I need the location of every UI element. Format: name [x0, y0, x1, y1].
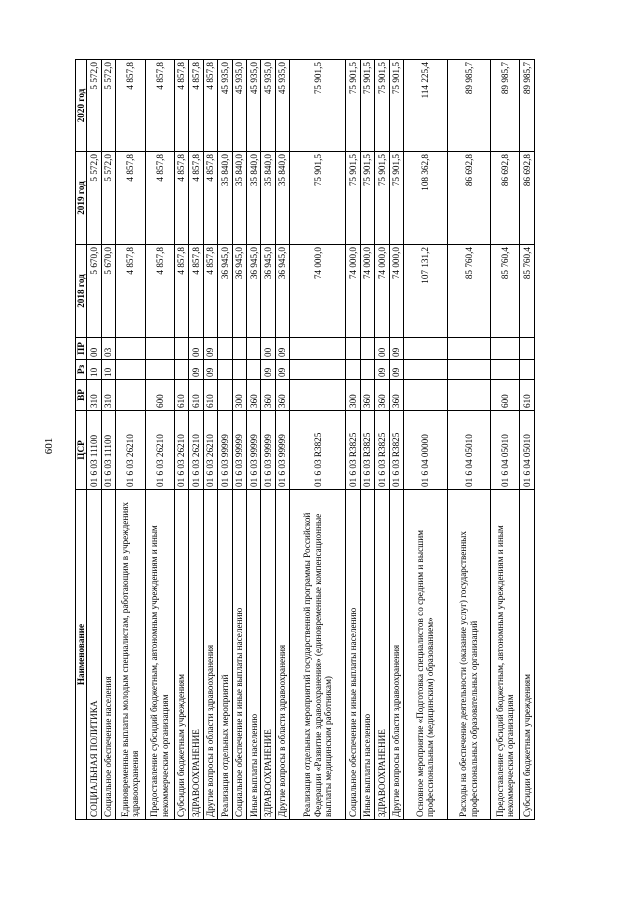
budget-table — [75, 59, 535, 820]
csr-cell: 01 6 03 26210 — [145, 411, 174, 490]
vr-cell: 310 — [101, 380, 115, 411]
csr-cell: 01 6 04 00000 — [404, 411, 447, 490]
vr-cell — [290, 380, 346, 411]
table-row — [174, 60, 188, 820]
csr-cell: 01 6 03 99999 — [261, 411, 275, 490]
rz-cell — [520, 360, 535, 380]
header-2018: 2018 год — [76, 245, 87, 338]
value-2019-cell: 5 572,0 — [101, 152, 115, 245]
vr-cell: 610 — [189, 380, 203, 411]
vr-cell — [218, 380, 232, 411]
rz-cell — [290, 360, 346, 380]
value-2019-cell: 75 901,5 — [346, 152, 360, 245]
name-cell: ЗДРАВООХРАНЕНИЕ — [261, 490, 275, 820]
table-row — [261, 60, 275, 820]
csr-cell: 01 6 03 R3825 — [389, 411, 403, 490]
value-2019-cell: 75 901,5 — [290, 152, 346, 245]
name-cell: Социальное обеспечение и иные выплаты населению — [232, 490, 246, 820]
table-row — [218, 60, 232, 820]
rz-cell — [404, 360, 447, 380]
header-vr: ВР — [76, 380, 87, 411]
rz-cell — [346, 360, 360, 380]
value-2020-cell: 4 857,8 — [145, 60, 174, 152]
value-2020-cell: 5 572,0 — [87, 60, 101, 152]
value-2019-cell: 4 857,8 — [145, 152, 174, 245]
vr-cell: 360 — [275, 380, 289, 411]
table-row — [389, 60, 403, 820]
value-2019-cell: 86 692,8 — [520, 152, 535, 245]
table-row — [203, 60, 217, 820]
value-2019-cell: 75 901,5 — [389, 152, 403, 245]
pr-cell: 00 — [375, 338, 389, 360]
header-rz: Рз — [76, 360, 87, 380]
value-2018-cell: 36 945,0 — [247, 245, 261, 338]
vr-cell — [447, 380, 490, 411]
value-2018-cell: 85 760,4 — [520, 245, 535, 338]
rz-cell: 09 — [261, 360, 275, 380]
value-2019-cell: 86 692,8 — [447, 152, 490, 245]
value-2019-cell: 35 840,0 — [275, 152, 289, 245]
csr-cell: 01 6 03 11100 — [101, 411, 115, 490]
value-2020-cell: 45 935,0 — [247, 60, 261, 152]
value-2020-cell: 45 935,0 — [261, 60, 275, 152]
csr-cell: 01 6 03 99999 — [247, 411, 261, 490]
csr-cell: 01 6 03 26210 — [203, 411, 217, 490]
pr-cell: 09 — [203, 338, 217, 360]
value-2019-cell: 35 840,0 — [261, 152, 275, 245]
value-2018-cell: 4 857,8 — [189, 245, 203, 338]
vr-cell: 600 — [145, 380, 174, 411]
pr-cell: 03 — [101, 338, 115, 360]
value-2019-cell: 35 840,0 — [247, 152, 261, 245]
pr-cell — [218, 338, 232, 360]
value-2018-cell: 85 760,4 — [491, 245, 520, 338]
name-cell: Иные выплаты населению — [247, 490, 261, 820]
rz-cell — [145, 360, 174, 380]
table-row — [404, 60, 447, 820]
pr-cell: 00 — [189, 338, 203, 360]
rz-cell — [174, 360, 188, 380]
value-2018-cell: 36 945,0 — [261, 245, 275, 338]
header-pr: ПР — [76, 338, 87, 360]
value-2018-cell: 5 670,0 — [101, 245, 115, 338]
value-2020-cell: 75 901,5 — [375, 60, 389, 152]
pr-cell — [232, 338, 246, 360]
pr-cell — [145, 338, 174, 360]
vr-cell — [404, 380, 447, 411]
rz-cell: 10 — [87, 360, 101, 380]
value-2020-cell: 114 225,4 — [404, 60, 447, 152]
table-row — [275, 60, 289, 820]
pr-cell: 00 — [261, 338, 275, 360]
value-2018-cell: 5 670,0 — [87, 245, 101, 338]
table-row — [232, 60, 246, 820]
name-cell: ЗДРАВООХРАНЕНИЕ — [189, 490, 203, 820]
pr-cell — [174, 338, 188, 360]
table-row — [290, 60, 346, 820]
value-2020-cell: 75 901,5 — [360, 60, 374, 152]
name-cell: Субсидии бюджетным учреждениям — [174, 490, 188, 820]
vr-cell: 610 — [520, 380, 535, 411]
budget-table-frame — [75, 60, 535, 820]
rz-cell — [116, 360, 145, 380]
vr-cell: 610 — [203, 380, 217, 411]
header-2019: 2019 год — [76, 152, 87, 245]
vr-cell: 360 — [360, 380, 374, 411]
csr-cell: 01 6 04 05010 — [520, 411, 535, 490]
rz-cell: 09 — [275, 360, 289, 380]
value-2018-cell: 4 857,8 — [145, 245, 174, 338]
name-cell: Расходы на обеспечение деятельности (оказание услуг) государственных профессиональных образовательных организаций — [447, 490, 490, 820]
vr-cell: 310 — [87, 380, 101, 411]
value-2020-cell: 4 857,8 — [116, 60, 145, 152]
csr-cell: 01 6 03 26210 — [174, 411, 188, 490]
rz-cell — [360, 360, 374, 380]
value-2018-cell: 36 945,0 — [275, 245, 289, 338]
name-cell: Другие вопросы в области здравоохранения — [275, 490, 289, 820]
value-2020-cell: 45 935,0 — [232, 60, 246, 152]
csr-cell: 01 6 03 R3825 — [290, 411, 346, 490]
vr-cell: 300 — [346, 380, 360, 411]
name-cell: Субсидии бюджетным учреждениям — [520, 490, 535, 820]
name-cell: Основное мероприятие «Подготовка специалистов со средним и высшим профессиональным (медицинским) образованием» — [404, 490, 447, 820]
value-2020-cell: 45 935,0 — [218, 60, 232, 152]
value-2019-cell: 86 692,8 — [491, 152, 520, 245]
rz-cell — [218, 360, 232, 380]
pr-cell — [346, 338, 360, 360]
name-cell: Иные выплаты населению — [360, 490, 374, 820]
value-2020-cell: 75 901,5 — [346, 60, 360, 152]
pr-cell: 00 — [87, 338, 101, 360]
value-2020-cell: 89 985,7 — [447, 60, 490, 152]
name-cell: ЗДРАВООХРАНЕНИЕ — [375, 490, 389, 820]
csr-cell: 01 6 03 99999 — [232, 411, 246, 490]
rz-cell: 09 — [375, 360, 389, 380]
table-row — [247, 60, 261, 820]
pr-cell — [491, 338, 520, 360]
value-2020-cell: 75 901,5 — [389, 60, 403, 152]
table-row — [360, 60, 374, 820]
pr-cell — [360, 338, 374, 360]
vr-cell: 360 — [375, 380, 389, 411]
name-cell: Предоставление субсидий бюджетным, автономным учреждениям и иным некоммерческим организациям — [491, 490, 520, 820]
csr-cell: 01 6 03 99999 — [218, 411, 232, 490]
table-row — [145, 60, 174, 820]
table-row — [447, 60, 490, 820]
vr-cell: 300 — [232, 380, 246, 411]
value-2018-cell: 74 000,0 — [346, 245, 360, 338]
table-row — [189, 60, 203, 820]
vr-cell — [116, 380, 145, 411]
name-cell: СОЦИАЛЬНАЯ ПОЛИТИКА — [87, 490, 101, 820]
name-cell: Другие вопросы в области здравоохранения — [389, 490, 403, 820]
value-2018-cell: 4 857,8 — [116, 245, 145, 338]
page-number: 601 — [43, 437, 55, 455]
value-2018-cell: 74 000,0 — [360, 245, 374, 338]
csr-cell: 01 6 04 05010 — [447, 411, 490, 490]
name-cell: Социальное обеспечение и иные выплаты населению — [346, 490, 360, 820]
name-cell: Реализация отдельных мероприятий государственной программы Российской Федерации «Развитие здравоохранения» (единовременные компенсационные выплаты медицинским работникам) — [290, 490, 346, 820]
pr-cell — [404, 338, 447, 360]
table-row — [520, 60, 535, 820]
pr-cell: 09 — [389, 338, 403, 360]
value-2018-cell: 107 131,2 — [404, 245, 447, 338]
csr-cell: 01 6 03 26210 — [189, 411, 203, 490]
header-2020: 2020 год — [76, 60, 87, 152]
table-row — [116, 60, 145, 820]
pr-cell — [520, 338, 535, 360]
rz-cell — [232, 360, 246, 380]
value-2020-cell: 4 857,8 — [189, 60, 203, 152]
rz-cell: 09 — [189, 360, 203, 380]
rz-cell — [247, 360, 261, 380]
value-2019-cell: 5 572,0 — [87, 152, 101, 245]
rz-cell — [447, 360, 490, 380]
value-2019-cell: 75 901,5 — [375, 152, 389, 245]
csr-cell: 01 6 03 26210 — [116, 411, 145, 490]
value-2019-cell: 75 901,5 — [360, 152, 374, 245]
value-2019-cell: 35 840,0 — [218, 152, 232, 245]
value-2020-cell: 4 857,8 — [203, 60, 217, 152]
value-2020-cell: 45 935,0 — [275, 60, 289, 152]
table-row — [375, 60, 389, 820]
value-2020-cell: 89 985,7 — [520, 60, 535, 152]
table-header-row — [76, 60, 87, 820]
vr-cell: 360 — [247, 380, 261, 411]
value-2019-cell: 4 857,8 — [116, 152, 145, 245]
name-cell: Реализация отдельных мероприятий — [218, 490, 232, 820]
value-2018-cell: 36 945,0 — [232, 245, 246, 338]
rz-cell: 09 — [389, 360, 403, 380]
value-2019-cell: 4 857,8 — [189, 152, 203, 245]
pr-cell: 09 — [275, 338, 289, 360]
vr-cell: 610 — [174, 380, 188, 411]
pr-cell — [290, 338, 346, 360]
value-2018-cell: 74 000,0 — [290, 245, 346, 338]
name-cell: Единовременные выплаты молодым специалистам, работающим в учреждениях здравоохранения — [116, 490, 145, 820]
table-row — [346, 60, 360, 820]
header-name: Наименование — [76, 490, 87, 820]
header-csr: ЦСР — [76, 411, 87, 490]
table-row — [87, 60, 101, 820]
csr-cell: 01 6 03 99999 — [275, 411, 289, 490]
csr-cell: 01 6 03 R3825 — [346, 411, 360, 490]
csr-cell: 01 6 03 R3825 — [375, 411, 389, 490]
vr-cell: 360 — [261, 380, 275, 411]
name-cell: Предоставление субсидий бюджетным, автономным учреждениям и иным некоммерческим организациям — [145, 490, 174, 820]
pr-cell — [447, 338, 490, 360]
vr-cell: 600 — [491, 380, 520, 411]
value-2018-cell: 36 945,0 — [218, 245, 232, 338]
value-2018-cell: 74 000,0 — [389, 245, 403, 338]
value-2019-cell: 4 857,8 — [203, 152, 217, 245]
csr-cell: 01 6 03 R3825 — [360, 411, 374, 490]
name-cell: Социальное обеспечение населения — [101, 490, 115, 820]
value-2018-cell: 85 760,4 — [447, 245, 490, 338]
pr-cell — [116, 338, 145, 360]
value-2020-cell: 5 572,0 — [101, 60, 115, 152]
rz-cell — [491, 360, 520, 380]
value-2018-cell: 4 857,8 — [203, 245, 217, 338]
value-2018-cell: 74 000,0 — [375, 245, 389, 338]
csr-cell: 01 6 03 11100 — [87, 411, 101, 490]
csr-cell: 01 6 04 05010 — [491, 411, 520, 490]
vr-cell: 360 — [389, 380, 403, 411]
rz-cell: 10 — [101, 360, 115, 380]
name-cell: Другие вопросы в области здравоохранения — [203, 490, 217, 820]
table-row — [491, 60, 520, 820]
table-row — [101, 60, 115, 820]
rz-cell: 09 — [203, 360, 217, 380]
value-2020-cell: 75 901,5 — [290, 60, 346, 152]
value-2020-cell: 4 857,8 — [174, 60, 188, 152]
value-2019-cell: 108 362,8 — [404, 152, 447, 245]
value-2019-cell: 4 857,8 — [174, 152, 188, 245]
value-2019-cell: 35 840,0 — [232, 152, 246, 245]
pr-cell — [247, 338, 261, 360]
value-2018-cell: 4 857,8 — [174, 245, 188, 338]
value-2020-cell: 89 985,7 — [491, 60, 520, 152]
